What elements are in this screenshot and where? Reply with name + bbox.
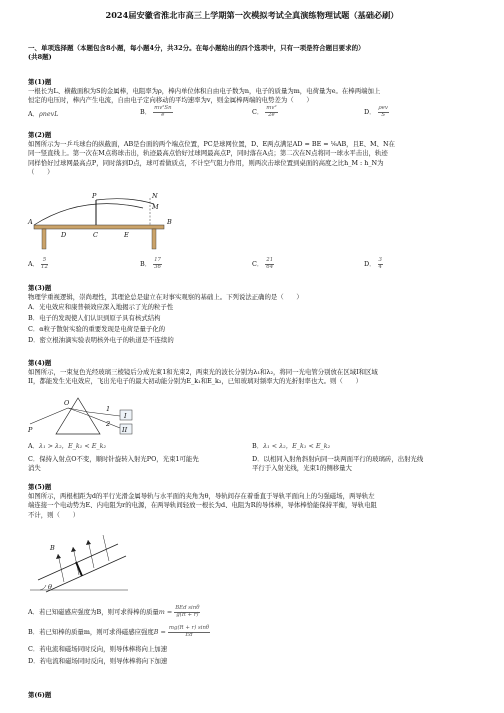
option-text: 平行于入射光线，光束1的侧移量大 — [252, 464, 352, 473]
question-3-label: 第(3)题 — [28, 284, 52, 292]
ping-pong-table-figure — [28, 190, 178, 252]
question-3-option-a[interactable] — [28, 303, 173, 312]
question-1-text — [28, 87, 488, 106]
question-2-line: 同样恰好过球网最高点P，同时落到D点，球可看做质点，不计空气阻力作用，则两次击球位置到桌面的高度之比h_M : h_N为 — [28, 158, 384, 167]
magnetic-field-label: B — [50, 544, 55, 552]
angle-theta-label: θ — [48, 583, 52, 591]
section-heading — [28, 44, 488, 63]
option-fraction — [168, 626, 210, 638]
option-fraction — [41, 258, 48, 270]
fraction-denominator: 4 — [378, 263, 382, 270]
option-math: λ₁ > λ₂，E_k₁ < E_k₂ — [39, 442, 107, 450]
question-5-line: 如图所示，两根相距为d的平行光滑金属导轨与水平面的夹角为θ，导轨间存在着垂直于导轨平面向上的匀强磁场，两导轨左 — [28, 492, 375, 500]
option-label: C． — [28, 455, 40, 463]
incident-ray-po — [30, 408, 68, 424]
prism-figure — [28, 394, 158, 438]
option-fraction — [153, 258, 162, 270]
question-6-label: 第(6)题 — [28, 691, 52, 699]
option-fraction — [174, 606, 200, 618]
fraction-numerator: 21 — [266, 257, 274, 263]
point-p-label: P — [28, 426, 33, 434]
option-label: A． — [28, 608, 40, 617]
point-p-label: P — [92, 192, 97, 200]
question-5-option-d[interactable] — [28, 657, 167, 666]
point-n-label: N — [152, 192, 158, 200]
point-m-label: M — [152, 203, 159, 211]
option-math: B = — [153, 628, 166, 637]
option-label: C． — [28, 325, 40, 333]
field-line — [103, 535, 109, 561]
option-text: 电子的发现使人们认识到原子具有核式结构 — [39, 314, 161, 322]
option-label: C． — [28, 645, 40, 653]
option-label: B． — [28, 314, 40, 322]
option-label: D． — [252, 455, 264, 463]
option-math: λ₁ < λ₂，E_k₁ < E_k₂ — [263, 442, 331, 450]
question-4-option-d[interactable] — [252, 455, 488, 474]
option-label: A． — [28, 260, 40, 269]
question-5-text — [28, 492, 488, 520]
option-text: 光电效应和康普顿效应深入地揭示了光的粒子性 — [39, 303, 174, 311]
question-1-line: 恒定的电压时，棒内产生电流，自由电子定向移动的平均速率为v，则金属棒两端的电势差为（ ） — [28, 96, 313, 105]
section-heading-line2: (共8题) — [28, 53, 52, 62]
question-1-option-a[interactable] — [28, 110, 59, 119]
question-3-line: 物理学重视逻辑，崇尚理性，其理论总是建立在对事实观察的基础上。下列说法正确的是（ ） — [28, 293, 303, 301]
fraction-denominator: Ed — [185, 631, 193, 638]
table-leg-right — [152, 229, 156, 249]
light-beam-2 — [90, 416, 120, 428]
question-5-option-b[interactable] — [28, 626, 212, 638]
question-4-option-b[interactable] — [252, 442, 330, 451]
question-4-text — [28, 368, 488, 387]
option-label: B． — [252, 442, 264, 450]
option-math: ρnevL — [39, 110, 59, 118]
question-3-option-b[interactable] — [28, 314, 161, 323]
fraction-numerator: mv²Sn — [154, 105, 172, 111]
field-arrow — [56, 554, 61, 559]
question-2-text — [28, 140, 488, 177]
question-2-option-a[interactable] — [28, 258, 50, 270]
question-4-option-a[interactable] — [28, 442, 106, 451]
option-label: D． — [364, 108, 376, 117]
question-3-option-d[interactable] — [28, 336, 174, 345]
point-c-label: C — [93, 231, 98, 239]
option-text: 若电流和磁场同时反向，则导体棒将向上加速 — [39, 645, 168, 653]
question-1-option-b[interactable] — [140, 106, 175, 118]
question-3-option-c[interactable] — [28, 325, 165, 334]
option-label: D． — [364, 260, 376, 269]
question-4-label: 第(4)题 — [28, 359, 52, 367]
trajectory-from-n — [96, 199, 154, 204]
point-e-label: E — [124, 231, 129, 239]
question-1-option-d[interactable] — [364, 106, 391, 118]
fraction-denominator: S — [381, 111, 386, 118]
fraction-denominator: g(R + r) — [176, 611, 199, 618]
point-o-label: O — [64, 399, 70, 407]
fraction-numerator: 17 — [154, 257, 161, 263]
field-arrow — [71, 547, 76, 552]
question-2-line: 同一竖直线上。第一次在M点将球击出，轨迹最高点恰好过球网最高点P，同时落在A点；第二次在N点将同一球水平击出，轨迹 — [28, 149, 388, 158]
fraction-numerator: mg(R + r) sinθ — [168, 625, 210, 631]
fraction-denominator: 12 — [41, 263, 48, 270]
question-1-label: 第(1)题 — [28, 78, 52, 86]
region-ii-label: II — [122, 426, 128, 434]
question-4-line: II，都能发生光电效应，飞出光电子的最大初动能分别为E_k₁和E_k₂，已知玻璃对频率大的光折射率也大。则（ ） — [28, 377, 362, 386]
question-4-option-c[interactable] — [28, 455, 248, 474]
option-label: A． — [28, 110, 40, 118]
option-text: α粒子散射实验的重要发现是电荷是量子化的 — [39, 325, 166, 333]
option-text: 若电流和磁场同时反向，则导体棒将向下加速 — [39, 657, 168, 665]
option-label: B． — [28, 628, 40, 637]
option-text: 密立根油滴实验表明核外电子的轨道是不连续的 — [39, 336, 174, 344]
option-label: A． — [28, 442, 40, 450]
option-text: 以相同入射角斜射向同一块两面平行的玻璃砖，出射光线 — [263, 455, 424, 463]
question-2-label: 第(2)题 — [28, 131, 52, 139]
exam-title: 2024届安徽省淮北市高三上学期第一次模拟考试全真演练物理试题（基础必刷） — [105, 10, 399, 20]
point-d-label: D — [61, 231, 67, 239]
option-label: D． — [28, 336, 40, 344]
question-5-option-c[interactable] — [28, 645, 167, 654]
option-label: C． — [252, 108, 264, 117]
option-text: 若已知棒的质量m，则可求得磁感应强度 — [39, 628, 154, 637]
table-top — [34, 225, 164, 229]
light-beam-1 — [88, 412, 120, 416]
question-5-option-a[interactable] — [28, 606, 202, 618]
fraction-numerator: 3 — [378, 257, 382, 263]
question-1-option-c[interactable] — [252, 106, 280, 118]
option-fraction — [378, 258, 383, 270]
option-fraction — [378, 106, 389, 118]
question-2-option-d[interactable] — [364, 258, 385, 270]
glass-prism — [56, 398, 100, 434]
option-label: B． — [140, 260, 152, 269]
table-leg-left — [42, 229, 46, 249]
option-text: 保持入射点O不变，顺时针旋转入射光PO，光束1可能先 — [39, 455, 199, 463]
question-2-option-c[interactable] — [252, 258, 276, 270]
option-math: m = — [158, 608, 173, 617]
beam-1-label: 1 — [106, 405, 111, 413]
question-5-label: 第(5)题 — [28, 483, 52, 491]
fraction-numerator: mv² — [266, 105, 277, 111]
fraction-denominator: 36 — [154, 263, 161, 270]
option-text: 消失 — [28, 464, 41, 473]
point-b-label: B — [167, 218, 172, 226]
question-2-option-b[interactable] — [140, 258, 164, 270]
fraction-numerator: BEd sinθ — [175, 605, 200, 611]
section-heading-line1: 一、单项选择题（本题包含8小题，每小题4分，共32分。在每小题给出的四个选项中，只有一项是符合题目要求的） — [28, 44, 365, 52]
point-a-label: A — [28, 218, 33, 226]
field-arrow — [86, 540, 91, 545]
question-1-line: 一根长为L、横截面积为S的金属棒，电阻率为ρ，棒内单位体积自由电子数为n，电子的质量为m，电荷量为e。在棒两端加上 — [28, 87, 381, 95]
beam-2-label: 2 — [106, 420, 111, 428]
option-label: B． — [140, 108, 152, 117]
angle-arc — [40, 585, 46, 590]
region-i-label: I — [124, 412, 127, 420]
rail-lower — [46, 556, 126, 592]
question-5-line: 不计，则（ ） — [28, 510, 80, 519]
trajectory-from-m — [34, 204, 143, 225]
question-5-line: 端连接一个电动势为E、内电阻为r的电源，在两导轨间轻放一根长为d、电阻为R的导体棒，导体棒恰能保持平衡，导轨电阻 — [28, 501, 377, 510]
question-4-line: 如图所示，一束复色光经玻璃三棱镜后分成光束1和光束2，两束光的波长分别为λ₁和λ₂，将同一光电管分别放在区域I和区域 — [28, 368, 378, 376]
inclined-rail-figure — [28, 530, 138, 600]
question-3-text — [28, 293, 488, 302]
option-label: C． — [252, 260, 264, 269]
option-text: 若已知磁感应强度为B，则可求得棒的质量 — [39, 608, 159, 617]
option-label: A． — [28, 303, 40, 311]
question-2-line: 如图所示为一乒乓球台的纵截面，AB是台面的两个端点位置，PC是球网位置，D、E两点满足AD = BE = ⅙AB，且E、M、N在 — [28, 140, 395, 148]
fraction-denominator: 64 — [266, 263, 274, 270]
option-fraction — [265, 106, 277, 118]
fraction-denominator: 2e — [268, 111, 275, 118]
question-2-line: （ ） — [28, 167, 54, 176]
fraction-numerator: ρev — [378, 105, 388, 111]
option-fraction — [265, 258, 274, 270]
option-label: D． — [28, 657, 40, 665]
fraction-denominator: e — [161, 111, 165, 118]
option-fraction — [153, 106, 172, 118]
fraction-numerator: 5 — [42, 257, 47, 263]
